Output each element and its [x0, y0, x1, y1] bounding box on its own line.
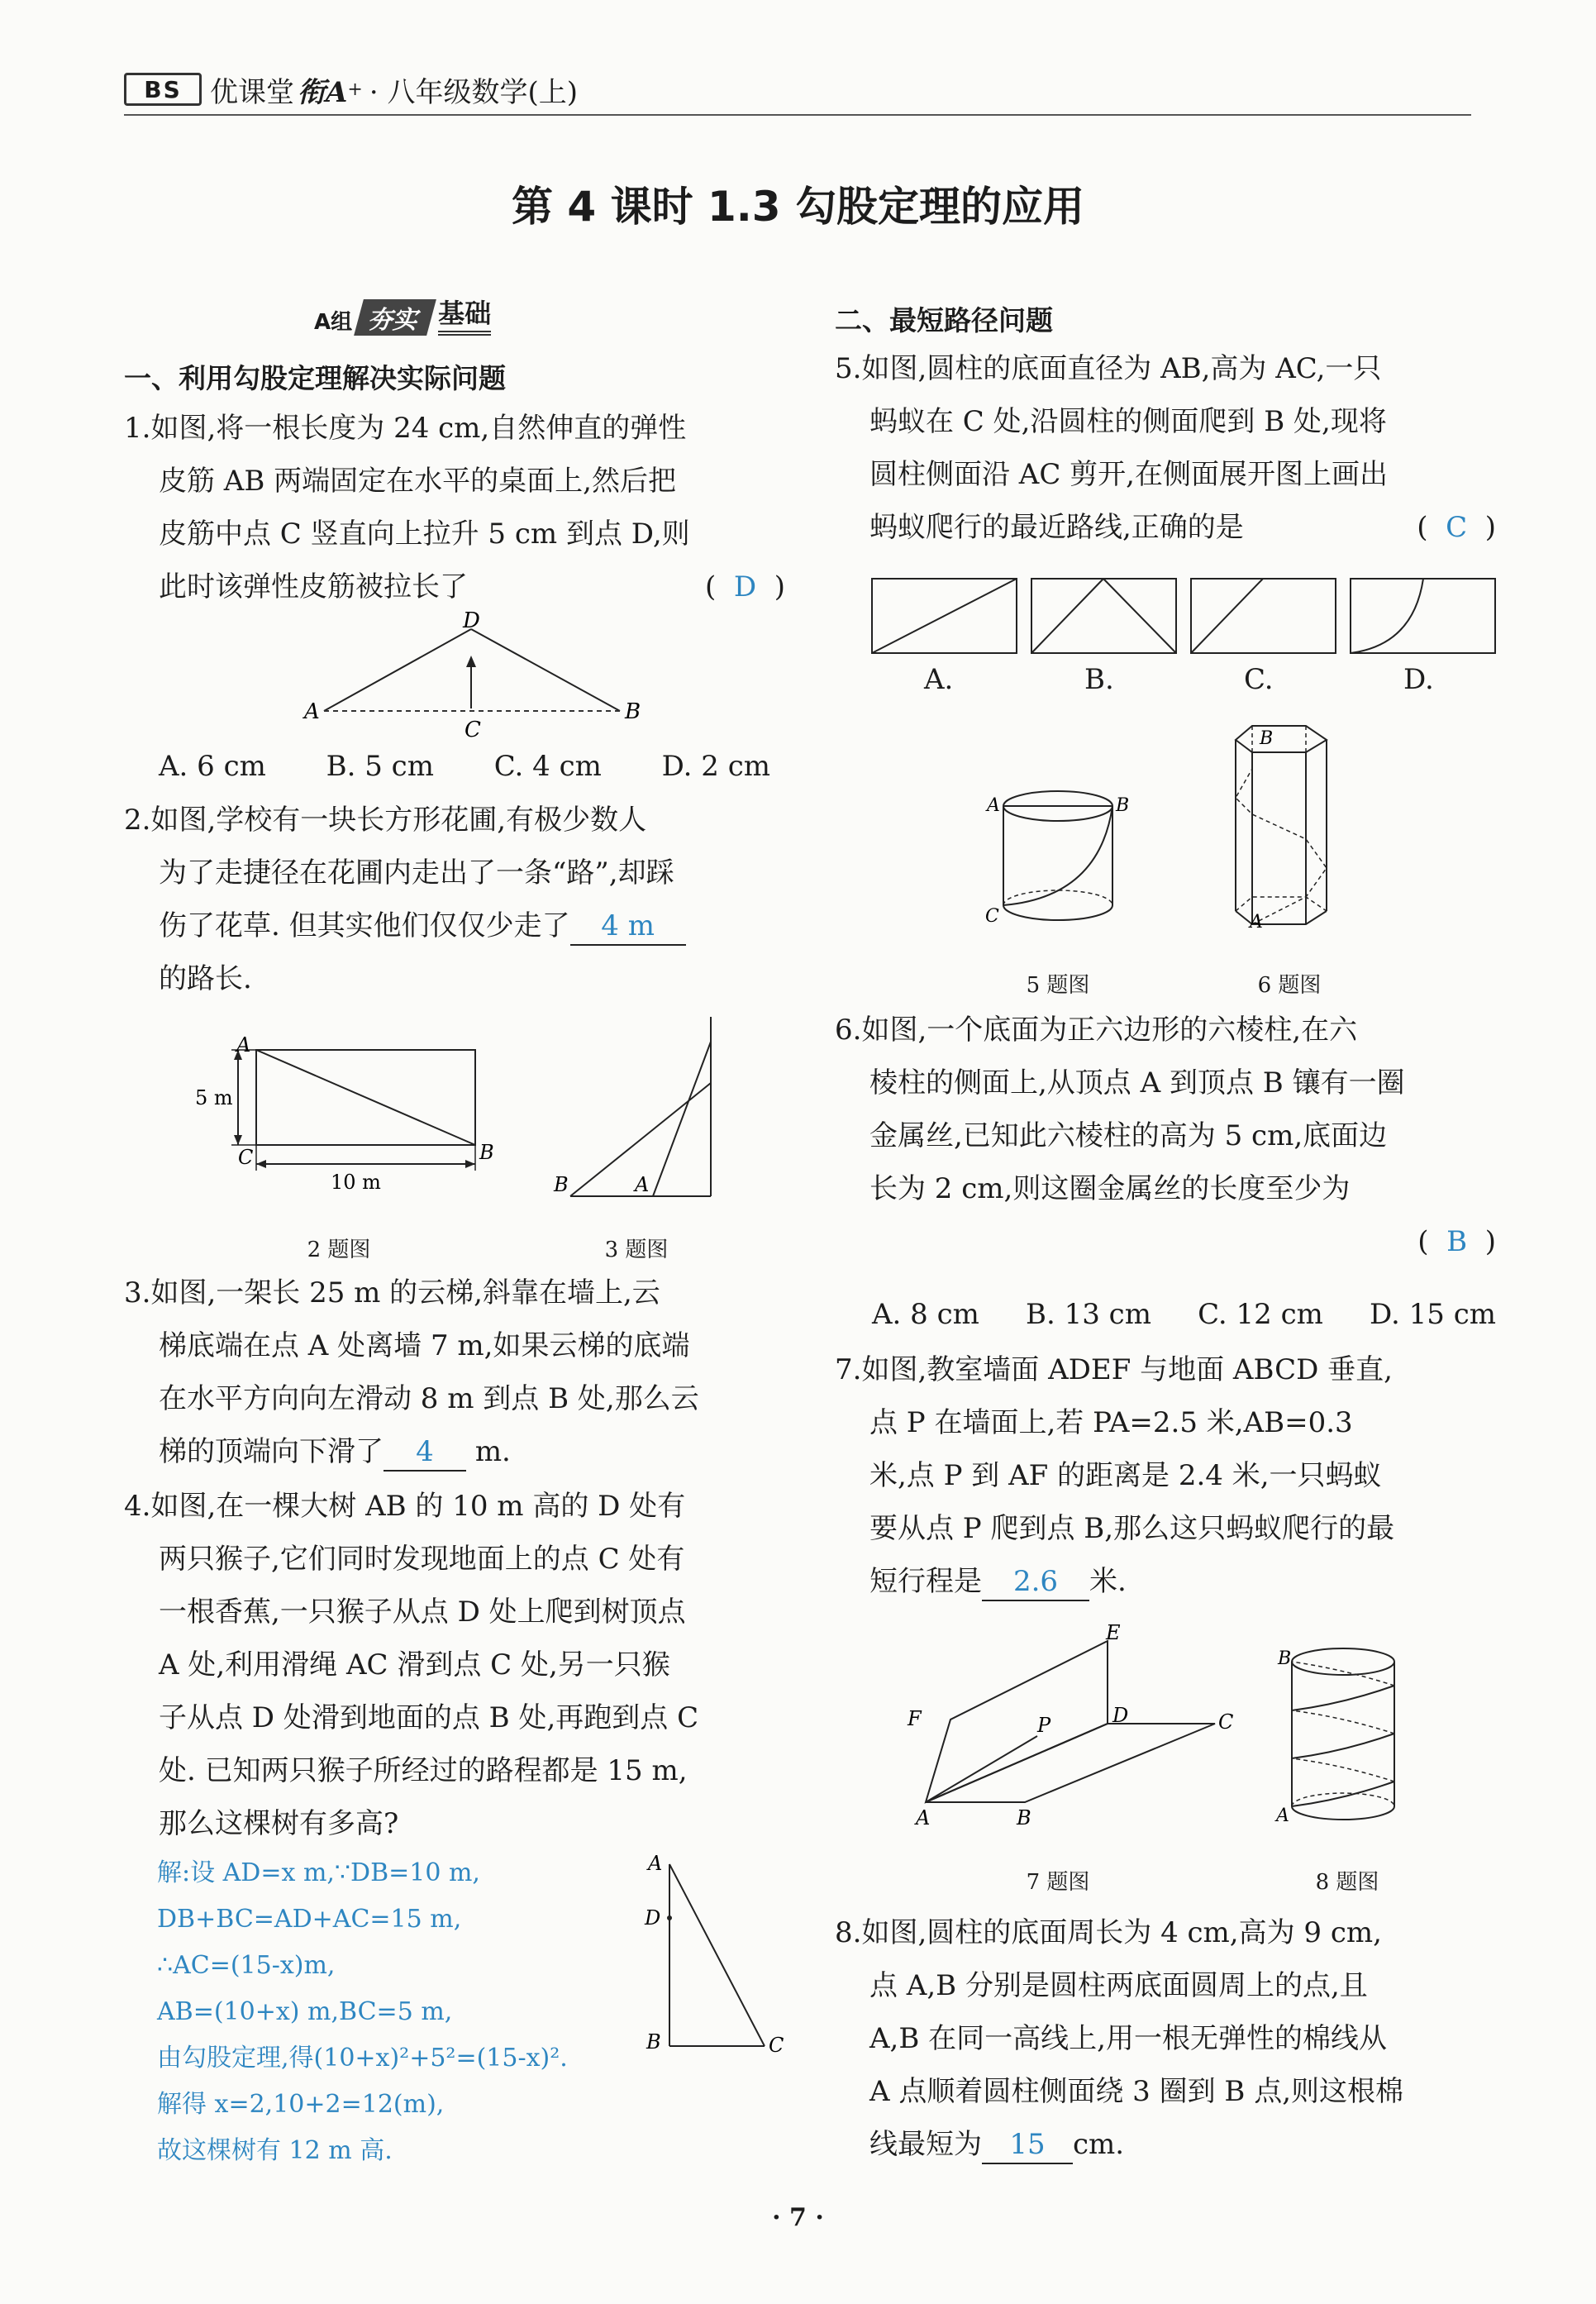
group-label: A组 [314, 310, 353, 335]
solution-line: ∴AC=(15-x)m, [157, 1951, 336, 1980]
q1-choice-d: D. 2 cm [661, 750, 770, 783]
q4-line: 如图,在一棵大树 AB 的 10 m 高的 D 处有 [150, 1490, 686, 1523]
group-suffix: 基础 [438, 293, 491, 336]
q1-number: 1. [124, 412, 151, 445]
figure-3 [545, 1013, 736, 1203]
section-2-heading: 二、最短路径问题 [835, 304, 1053, 336]
fig8-label-a: A [1276, 1806, 1289, 1826]
q5-line: 如图,圆柱的底面直径为 AB,高为 AC,一只 [861, 352, 1382, 385]
question-3 [124, 1266, 785, 1478]
figure-1 [298, 608, 645, 742]
plus-mark: + [347, 79, 363, 100]
q5-options-figures [868, 575, 1504, 665]
q8-line: 点 A,B 分别是圆柱两底面圆周上的点,且 [869, 1969, 1368, 2002]
fig5-label-c: C [985, 906, 999, 927]
fig2-label-a: A [236, 1033, 251, 1057]
q3-line: 梯底端在点 A 处离墙 7 m,如果云梯的底端 [159, 1329, 690, 1362]
figure-8 [1273, 1641, 1413, 1844]
q5-answer: C [1446, 511, 1468, 544]
q1-answer: D [733, 570, 757, 603]
q8-number: 8. [835, 1916, 862, 1949]
fig8-caption: 8 题图 [1315, 1870, 1379, 1895]
q3-line: 在水平方向向左滑动 8 m 到点 B 处,那么云 [159, 1382, 699, 1415]
q5-number: 5. [835, 352, 862, 385]
q4-line: 一根香蕉,一只猴子从点 D 处上爬到树顶点 [159, 1596, 686, 1629]
q8-unit: cm. [1073, 2128, 1125, 2161]
q4-line: A 处,利用滑绳 AC 滑到点 C 处,另一只猴 [159, 1648, 670, 1681]
q5-option-d-figure [1351, 579, 1495, 653]
q1-choice-b: B. 5 cm [326, 750, 434, 783]
q5-option-c-figure [1191, 579, 1336, 653]
brand-name: 优课堂 [210, 75, 294, 109]
fig3-label-a: A [635, 1173, 650, 1196]
q6-line: 如图,一个底面为正六边形的六棱柱,在六 [861, 1014, 1358, 1047]
fig2-width: 10 m [331, 1171, 381, 1194]
figure-2 [190, 1033, 504, 1194]
question-4 [124, 1480, 785, 1850]
q3-line: 梯的顶端向下滑了 [159, 1435, 384, 1468]
solution-line: AB=(10+x) m,BC=5 m, [157, 1997, 453, 2026]
q6-choice-b: B. 13 cm [1026, 1298, 1151, 1331]
q2-line: 为了走捷径在花圃内走出了一条“路”,却踩 [159, 856, 674, 890]
publisher-logo: BS [124, 73, 202, 106]
fig5-label-a: A [987, 795, 1000, 816]
q1-choice-a: A. 6 cm [159, 750, 266, 783]
q8-line: 线最短为 [869, 2128, 982, 2161]
q3-unit: m. [474, 1435, 511, 1468]
q5-choice-d: D. [1403, 663, 1434, 696]
page-number: · 7 · [772, 2203, 824, 2232]
fig7-label-c: C [1218, 1710, 1234, 1734]
q5-option-b-figure [1031, 579, 1176, 653]
fig6-caption: 6 题图 [1257, 973, 1322, 998]
q8-line: A 点顺着圆柱侧面绕 3 圈到 B 点,则这根棉 [869, 2075, 1404, 2108]
q1-answer-box: ( D ) [704, 570, 785, 603]
fig5-caption: 5 题图 [1026, 973, 1090, 998]
q3-line: 如图,一架长 25 m 的云梯,斜靠在墙上,云 [150, 1276, 660, 1309]
q4-line: 那么这棵树有多高? [159, 1807, 399, 1840]
group-badge: 夯实 [354, 299, 436, 336]
q6-choice-d: D. 15 cm [1369, 1298, 1496, 1331]
q5-line: 圆柱侧面沿 AC 剪开,在侧面展开图上画出 [869, 458, 1388, 491]
q3-answer: 4 [384, 1433, 466, 1472]
q7-unit: 米. [1089, 1565, 1127, 1598]
solution-line: 解得 x=2,10+2=12(m), [157, 2090, 445, 2119]
q2-answer: 4 m [570, 908, 686, 946]
fig7-label-e: E [1106, 1621, 1121, 1644]
fig2-label-c: C [238, 1146, 254, 1169]
q1-choices [159, 740, 770, 793]
figure-7 [901, 1621, 1234, 1835]
figure-5 [975, 781, 1141, 938]
fig1-label-a: A [304, 699, 320, 724]
book-header [124, 64, 578, 114]
q5-choice-c: C. [1244, 663, 1274, 696]
fig3-caption: 3 题图 [604, 1238, 669, 1262]
lesson-title: 第 4 课时 1.3 勾股定理的应用 [512, 183, 1084, 231]
fig5-label-b: B [1116, 795, 1130, 816]
fig7-label-d: D [1112, 1704, 1129, 1727]
fig1-label-c: C [465, 718, 481, 742]
q5-choice-b: B. [1084, 663, 1114, 696]
fig7-caption: 7 题图 [1026, 1870, 1090, 1895]
solution-line: 故这棵树有 12 m 高. [157, 2136, 393, 2165]
fig3-label-b: B [554, 1173, 569, 1196]
fig2-label-b: B [479, 1141, 494, 1164]
q7-line: 点 P 在墙面上,若 PA=2.5 米,AB=0.3 [869, 1406, 1353, 1439]
fig4-label-d: D [645, 1906, 661, 1930]
q5-line: 蚂蚁爬行的最近路线,正确的是 [869, 511, 1244, 544]
q6-answer: B [1446, 1225, 1468, 1258]
fig6-label-b: B [1260, 728, 1274, 749]
q8-line: A,B 在同一高线上,用一根无弹性的棉线从 [869, 2022, 1387, 2055]
q6-line: 长为 2 cm,则这圈金属丝的长度至少为 [869, 1172, 1351, 1205]
script-logo: 衔A [298, 75, 348, 109]
q7-line: 要从点 P 爬到点 B,那么这只蚂蚁爬行的最 [869, 1512, 1395, 1545]
book-subtitle: · 八年级数学(上) [369, 75, 578, 109]
q1-line: 此时该弹性皮筋被拉长了 [159, 570, 468, 603]
q5-answer-box: ( C ) [1417, 511, 1496, 544]
fig1-label-b: B [625, 699, 641, 724]
solution-line: 由勾股定理,得(10+x)²+5²=(15-x)². [157, 2044, 568, 2073]
q6-answer-box: ( B ) [1417, 1225, 1496, 1258]
q7-line: 短行程是 [869, 1565, 982, 1598]
figure-6 [1215, 719, 1355, 942]
q1-line: 皮筋中点 C 竖直向上拉升 5 cm 到点 D,则 [159, 518, 690, 551]
fig7-label-f: F [908, 1707, 922, 1730]
fig2-caption: 2 题图 [307, 1238, 371, 1262]
q7-line: 如图,教室墙面 ADEF 与地面 ABCD 垂直, [861, 1353, 1393, 1386]
q6-number: 6. [835, 1014, 862, 1047]
q1-line: 如图,将一根长度为 24 cm,自然伸直的弹性 [150, 412, 687, 445]
fig8-label-b: B [1278, 1648, 1292, 1669]
question-5 [835, 342, 1496, 554]
q2-line: 伤了花草. 但其实他们仅仅少走了 [159, 909, 570, 942]
fig6-label-a: A [1250, 912, 1263, 933]
fig4-label-b: B [646, 2030, 661, 2054]
q7-line: 米,点 P 到 AF 的距离是 2.4 米,一只蚂蚁 [869, 1459, 1382, 1492]
q4-number: 4. [124, 1490, 151, 1523]
q6-line: 棱柱的侧面上,从顶点 A 到顶点 B 镶有一圈 [869, 1066, 1405, 1100]
question-2 [124, 794, 785, 1005]
q8-answer: 15 [982, 2126, 1073, 2164]
question-7 [835, 1343, 1496, 1608]
q4-line: 子从点 D 处滑到地面的点 B 处,再跑到点 C [159, 1701, 699, 1734]
q2-number: 2. [124, 804, 151, 837]
question-8 [835, 1906, 1496, 2171]
solution-line: 解:设 AD=x m,∵DB=10 m, [157, 1858, 480, 1887]
group-tag [314, 298, 491, 336]
q1-line: 皮筋 AB 两端固定在水平的桌面上,然后把 [159, 465, 676, 498]
fig7-label-a: A [916, 1806, 931, 1829]
q2-tail: 的路长. [159, 962, 252, 995]
q6-choice-a: A. 8 cm [872, 1298, 979, 1331]
fig1-label-d: D [463, 608, 480, 633]
q4-line: 两只猴子,它们同时发现地面上的点 C 处有 [159, 1543, 685, 1576]
q5-line: 蚂蚁在 C 处,沿圆柱的侧面爬到 B 处,现将 [869, 405, 1387, 438]
q6-line: 金属丝,已知此六棱柱的高为 5 cm,底面边 [869, 1119, 1388, 1152]
q5-option-a-figure [872, 579, 1017, 653]
section-1-heading: 一、利用勾股定理解决实际问题 [124, 362, 506, 394]
q5-choice-a: A. [924, 663, 954, 696]
fig4-label-c: C [769, 2034, 784, 2057]
q2-line: 如图,学校有一块长方形花圃,有极少数人 [150, 804, 647, 837]
fig7-label-b: B [1017, 1806, 1031, 1829]
question-6 [835, 1004, 1496, 1268]
solution-line: DB+BC=AD+AC=15 m, [157, 1905, 462, 1934]
question-1 [124, 402, 785, 613]
q8-line: 如图,圆柱的底面周长为 4 cm,高为 9 cm, [861, 1916, 1382, 1949]
q7-number: 7. [835, 1353, 862, 1386]
fig4-label-a: A [648, 1852, 663, 1875]
q4-line: 处. 已知两只猴子所经过的路程都是 15 m, [159, 1754, 688, 1787]
fig2-height: 5 m [195, 1086, 233, 1109]
q7-answer: 2.6 [982, 1563, 1089, 1601]
header-divider [124, 114, 1471, 116]
q6-choices [872, 1288, 1496, 1341]
fig7-label-p: P [1037, 1714, 1051, 1737]
q3-number: 3. [124, 1276, 151, 1309]
q4-solution [157, 1850, 620, 2174]
q1-choice-c: C. 4 cm [493, 750, 602, 783]
q6-choice-c: C. 12 cm [1198, 1298, 1323, 1331]
figure-4 [636, 1852, 802, 2058]
